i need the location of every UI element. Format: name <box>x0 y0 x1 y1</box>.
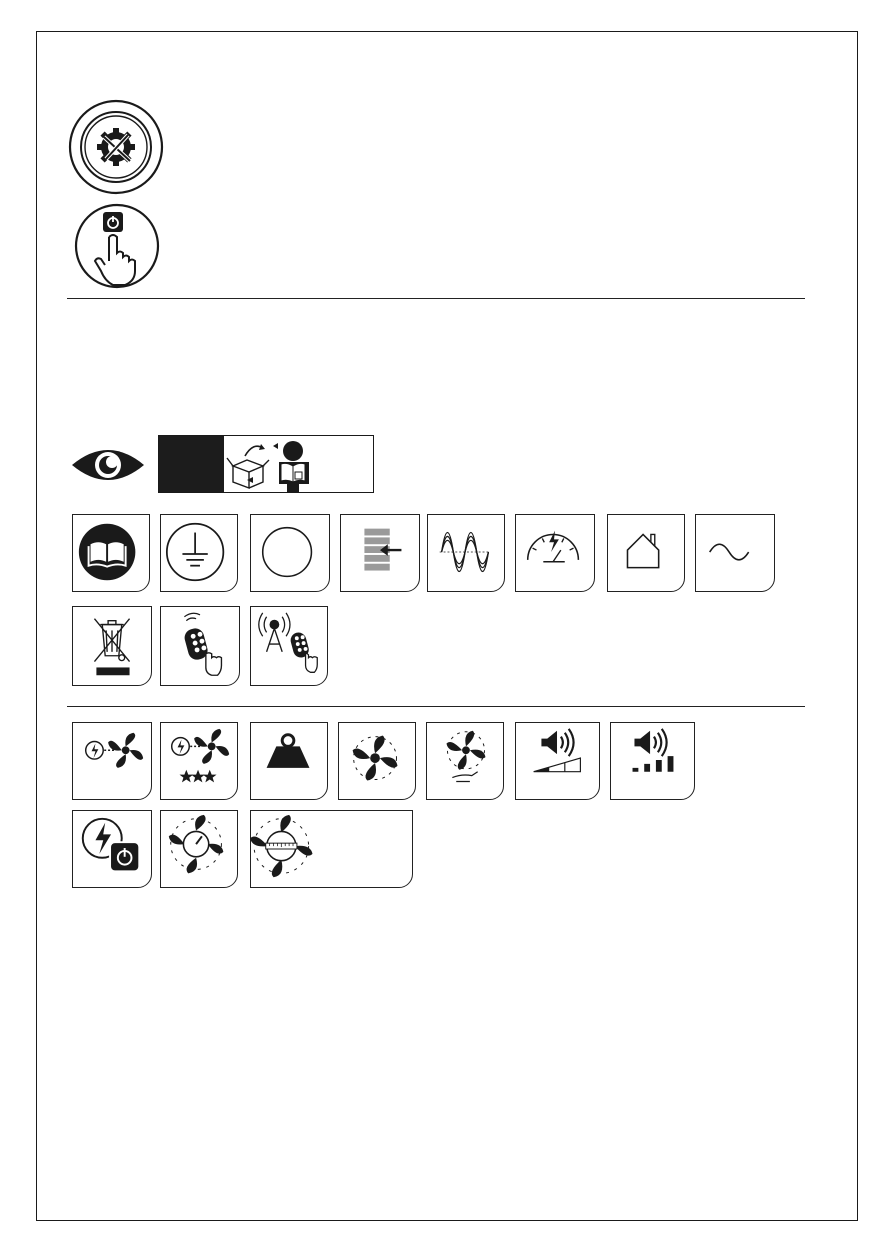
service-tools-icon <box>68 99 164 195</box>
power-gauge-icon <box>515 514 595 592</box>
sound-level-high-icon <box>515 722 600 800</box>
read-manual-icon <box>72 514 150 592</box>
circle-icon <box>250 514 330 592</box>
remote-control-icon <box>160 606 240 686</box>
indoor-house-icon <box>607 514 685 592</box>
weight-icon <box>250 722 328 800</box>
power-fan-rating-icon <box>160 722 238 800</box>
banner-dark-block <box>159 436 224 492</box>
power-fan-icon <box>72 722 152 800</box>
power-standby-icon <box>72 810 152 888</box>
wireless-remote-control-icon <box>250 606 328 686</box>
fan-width-measure-icon <box>250 810 413 888</box>
fill-level-arrow-icon <box>340 514 420 592</box>
eye-icon <box>70 441 146 489</box>
voltage-wave-icon <box>427 514 505 592</box>
section-divider <box>67 706 805 707</box>
unbox-manual-illustration <box>225 436 375 494</box>
alternating-current-icon <box>695 514 775 592</box>
power-press-icon <box>74 203 160 289</box>
oscillating-fan-icon <box>338 722 416 800</box>
fan-hand-control-icon <box>426 722 504 800</box>
weee-crossed-bin-icon <box>72 606 152 686</box>
section-divider <box>67 298 805 299</box>
unbox-and-read-manual-icon <box>158 435 374 493</box>
sound-level-low-icon <box>610 722 695 800</box>
ground-earth-icon <box>160 514 238 592</box>
fan-speed-dial-icon <box>160 810 238 888</box>
